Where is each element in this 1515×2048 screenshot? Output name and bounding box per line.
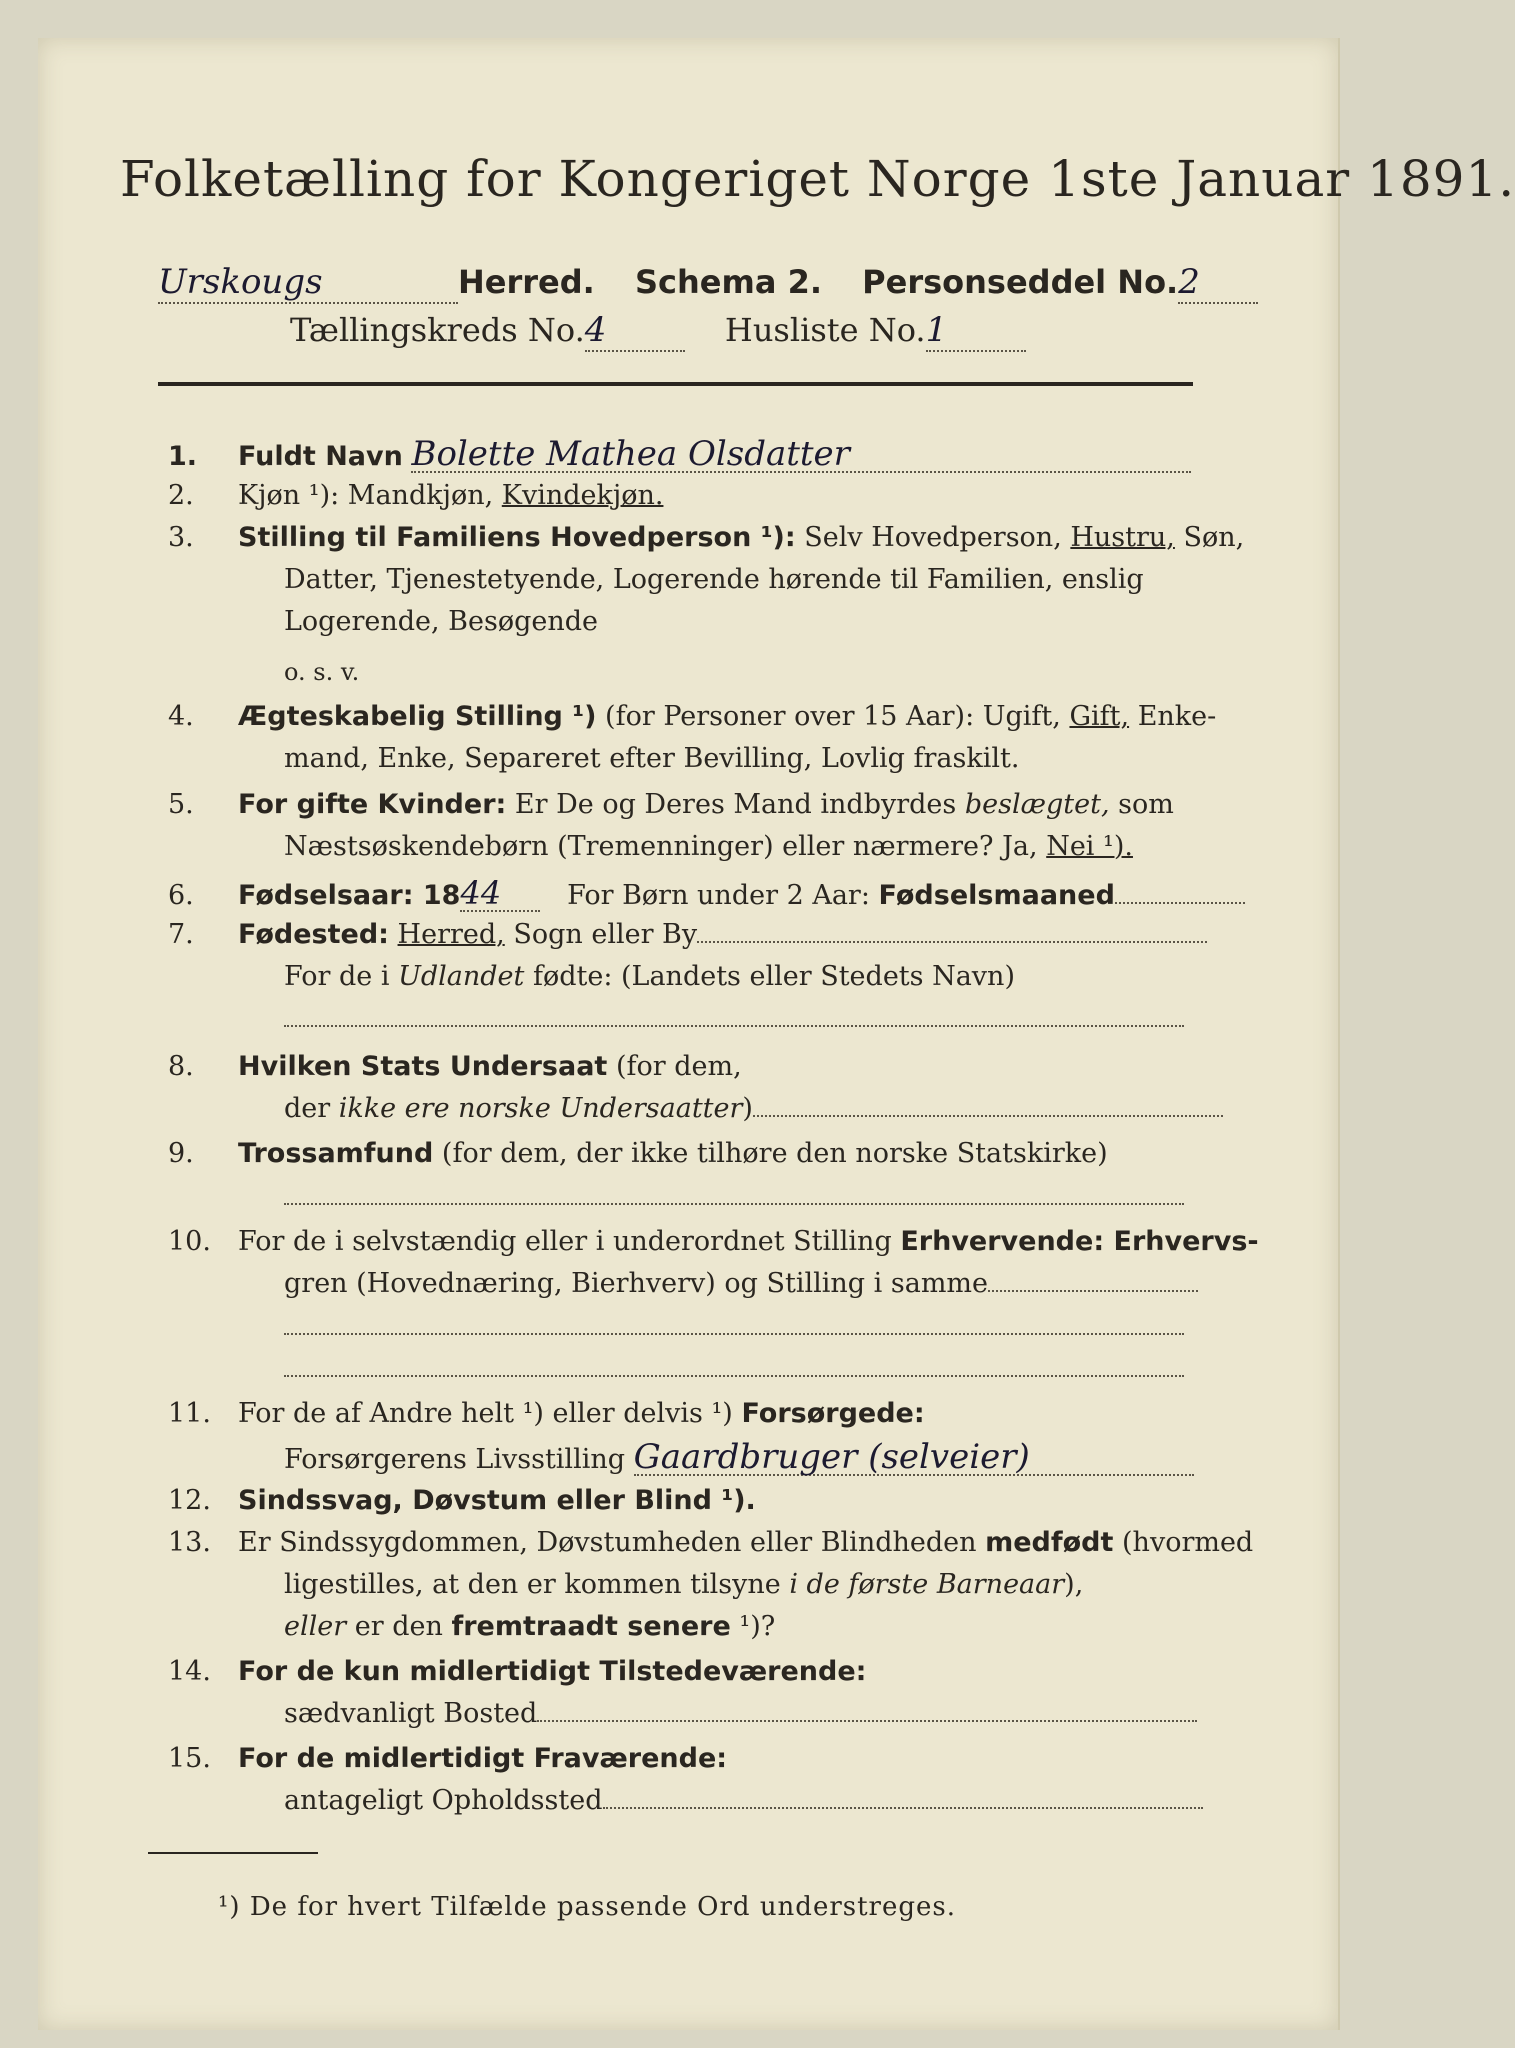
- field-8-paren: ): [742, 1093, 753, 1124]
- field-13: [168, 1526, 1253, 1560]
- field-10-line-2-text: gren (Hovednæring, Bierhverv) og Stilling i samme: [284, 1268, 989, 1299]
- herred-label: Herred.: [458, 263, 595, 301]
- footnote: ¹) De for hvert Tilfælde passende Ord understreges.: [218, 1892, 957, 1922]
- field-7-selected: Herred,: [397, 919, 505, 950]
- field-10-line-4: [284, 1352, 1184, 1386]
- field-6-blank: [1115, 880, 1245, 904]
- field-13-line-3-end: ¹)?: [730, 1611, 776, 1642]
- field-3-line-4: o. s. v.: [284, 658, 360, 686]
- field-7-line-2-b: fødte: (Landets eller Stedets Navn): [532, 961, 1015, 992]
- field-6-number: 6.: [168, 880, 194, 911]
- field-15-number: 15.: [168, 1743, 211, 1774]
- field-8-number: 8.: [168, 1051, 194, 1082]
- field-11-line-2-text: Forsørgerens Livsstilling: [284, 1444, 626, 1475]
- field-8: [168, 1050, 742, 1084]
- field-10-label: Erhvervende: Erhvervs-: [900, 1226, 1259, 1257]
- field-12-number: 12.: [168, 1485, 211, 1516]
- taellingskreds-label: Tællingskreds No.: [290, 311, 585, 349]
- header-line-kreds: [290, 310, 1026, 352]
- field-14: [168, 1655, 866, 1689]
- field-9-number: 9.: [168, 1138, 194, 1169]
- field-9-line-2: [284, 1180, 1184, 1214]
- field-13-line-3-a: er den: [354, 1611, 443, 1642]
- field-9-label: Trossamfund: [238, 1138, 434, 1169]
- field-15-blank: [603, 1785, 1203, 1809]
- schema-label: Schema 2.: [634, 263, 822, 301]
- field-8-text: (for dem,: [615, 1051, 742, 1082]
- field-10-number: 10.: [168, 1226, 211, 1257]
- field-4-number: 4.: [168, 701, 194, 732]
- field-13-number: 13.: [168, 1527, 211, 1558]
- field-4-label: Ægteskabelig Stilling ¹): [238, 701, 597, 732]
- field-9: [168, 1137, 1108, 1171]
- field-9-blank: [284, 1181, 1184, 1205]
- field-13-line-2-a: ligestilles, at den er kommen tilsyne: [284, 1569, 781, 1600]
- field-3-label: Stilling til Familiens Hovedperson ¹):: [238, 522, 796, 553]
- field-3-selected: Hustru,: [1070, 522, 1175, 553]
- field-6-value: 44: [460, 876, 540, 912]
- herred-value: Urskougs: [158, 262, 458, 304]
- field-8-label: Hvilken Stats Undersaat: [238, 1051, 608, 1082]
- field-13-line-3: [284, 1610, 775, 1644]
- field-2-selected: Kvindekjøn.: [501, 480, 664, 511]
- field-3-option-a: Selv Hovedperson,: [804, 522, 1062, 553]
- field-14-label: For de kun midlertidigt Tilstedeværende:: [238, 1656, 867, 1687]
- field-14-blank: [537, 1698, 1197, 1722]
- field-10: [168, 1225, 1259, 1259]
- field-13-text-b: (hvormed: [1122, 1527, 1254, 1558]
- field-13-label: medfødt: [985, 1527, 1114, 1558]
- field-10-blank: [988, 1268, 1198, 1292]
- field-12: [168, 1484, 756, 1518]
- field-6: [168, 876, 1245, 913]
- field-5-line-2-text: Næstsøskendebørn (Tremenninger) eller nærmere? Ja,: [284, 831, 1038, 862]
- field-13-line-3-italic: eller: [284, 1611, 347, 1642]
- field-7-line-3: [284, 1002, 1184, 1036]
- field-11-line-2: [284, 1437, 1194, 1477]
- field-3-number: 3.: [168, 522, 194, 553]
- field-3-option-b: Søn,: [1183, 522, 1245, 553]
- field-4-selected: Gift,: [1069, 701, 1130, 732]
- footnote-rule: [148, 1852, 318, 1854]
- field-11-value: Gaardbruger (selveier): [634, 1440, 1194, 1476]
- field-5-selected: Nei ¹).: [1046, 831, 1133, 862]
- header-rule: [158, 382, 1193, 386]
- husliste-value: 1: [926, 310, 1026, 352]
- field-1: [168, 434, 1191, 474]
- field-4-line-2: mand, Enke, Separeret efter Bevilling, Lovlig fraskilt.: [284, 743, 1020, 774]
- form-title: Folketælling for Kongeriget Norge 1ste Januar 1891.: [120, 150, 1515, 208]
- field-4-option-a: (for Personer over 15 Aar): Ugift,: [605, 701, 1061, 732]
- field-14-line-2: [284, 1697, 1197, 1731]
- husliste-label: Husliste No.: [724, 311, 926, 349]
- field-10-blank-3: [284, 1353, 1184, 1377]
- field-5-line-2: [284, 830, 1133, 864]
- field-4: [168, 700, 1216, 734]
- field-7-line-2-italic: Udlandet: [398, 961, 525, 992]
- field-4-option-b: Enke-: [1137, 701, 1217, 732]
- field-8-line-2-italic: ikke ere norske Undersaatter: [338, 1093, 743, 1124]
- field-5-italic: beslægtet,: [964, 789, 1110, 820]
- field-11: [168, 1397, 925, 1431]
- field-12-label: Sindssvag, Døvstum eller Blind ¹).: [238, 1485, 756, 1516]
- field-8-line-2: [284, 1092, 1223, 1126]
- field-5-text: Er De og Deres Mand indbyrdes: [514, 789, 957, 820]
- field-7-blank: [697, 919, 1207, 943]
- field-6-label-b: Fødselsmaaned: [878, 880, 1115, 911]
- field-2-label: Kjøn ¹): Mandkjøn,: [238, 480, 494, 511]
- field-2: [168, 479, 663, 513]
- field-15: [168, 1742, 727, 1776]
- field-1-label: Fuldt Navn: [238, 441, 403, 472]
- field-7-number: 7.: [168, 919, 194, 950]
- field-6-text: For Børn under 2 Aar:: [567, 880, 870, 911]
- field-3-line-3: Logerende, Besøgende: [284, 606, 598, 637]
- field-15-line-2: [284, 1784, 1203, 1818]
- personseddel-label: Personseddel No.: [862, 263, 1179, 301]
- field-3-line-2: Datter, Tjenestetyende, Logerende hørende til Familien, enslig: [284, 564, 1144, 595]
- field-15-label: For de midlertidigt Fraværende:: [238, 1743, 728, 1774]
- field-11-number: 11.: [168, 1398, 211, 1429]
- field-5-label: For gifte Kvinder:: [238, 789, 507, 820]
- field-8-blank: [753, 1093, 1223, 1117]
- field-7-label: Fødested:: [238, 919, 389, 950]
- field-14-number: 14.: [168, 1656, 211, 1687]
- field-7-line-2-a: For de i: [284, 961, 390, 992]
- field-10-line-3: [284, 1310, 1184, 1344]
- field-10-text: For de i selvstændig eller i underordnet Stilling: [238, 1226, 892, 1257]
- field-15-line-2-text: antageligt Opholdssted: [284, 1785, 603, 1816]
- field-13-line-2: [284, 1568, 1083, 1602]
- field-8-line-2-a: der: [284, 1093, 331, 1124]
- field-5: [168, 788, 1174, 822]
- field-5-text-b: som: [1118, 789, 1174, 820]
- field-13-line-2-italic: i de første Barneaar: [789, 1569, 1065, 1600]
- field-6-label: Fødselsaar: 18: [238, 880, 461, 911]
- field-3: [168, 521, 1244, 555]
- field-7: [168, 918, 1207, 952]
- field-14-line-2-text: sædvanligt Bosted: [284, 1698, 538, 1729]
- field-7-blank-2: [284, 1003, 1184, 1027]
- field-10-blank-2: [284, 1311, 1184, 1335]
- field-13-text: Er Sindssygdommen, Døvstumheden eller Blindheden: [238, 1527, 977, 1558]
- field-1-number: 1.: [168, 441, 198, 472]
- field-13-line-3-bold: fremtraadt senere: [451, 1611, 731, 1642]
- field-2-number: 2.: [168, 480, 194, 511]
- field-11-label: Forsørgede:: [741, 1398, 925, 1429]
- field-11-text: For de af Andre helt ¹) eller delvis ¹): [238, 1398, 733, 1429]
- field-1-value: Bolette Mathea Olsdatter: [411, 437, 1191, 473]
- header-line-herred: [158, 262, 1258, 304]
- personseddel-value: 2: [1178, 262, 1258, 304]
- field-10-line-2: [284, 1267, 1198, 1301]
- field-5-number: 5.: [168, 789, 194, 820]
- field-7-line-2: [284, 960, 1015, 994]
- field-9-text: (for dem, der ikke tilhøre den norske Statskirke): [441, 1138, 1108, 1169]
- field-7-text: Sogn eller By: [513, 919, 698, 950]
- taellingskreds-value: 4: [585, 310, 685, 352]
- field-13-line-2-end: ),: [1064, 1569, 1084, 1600]
